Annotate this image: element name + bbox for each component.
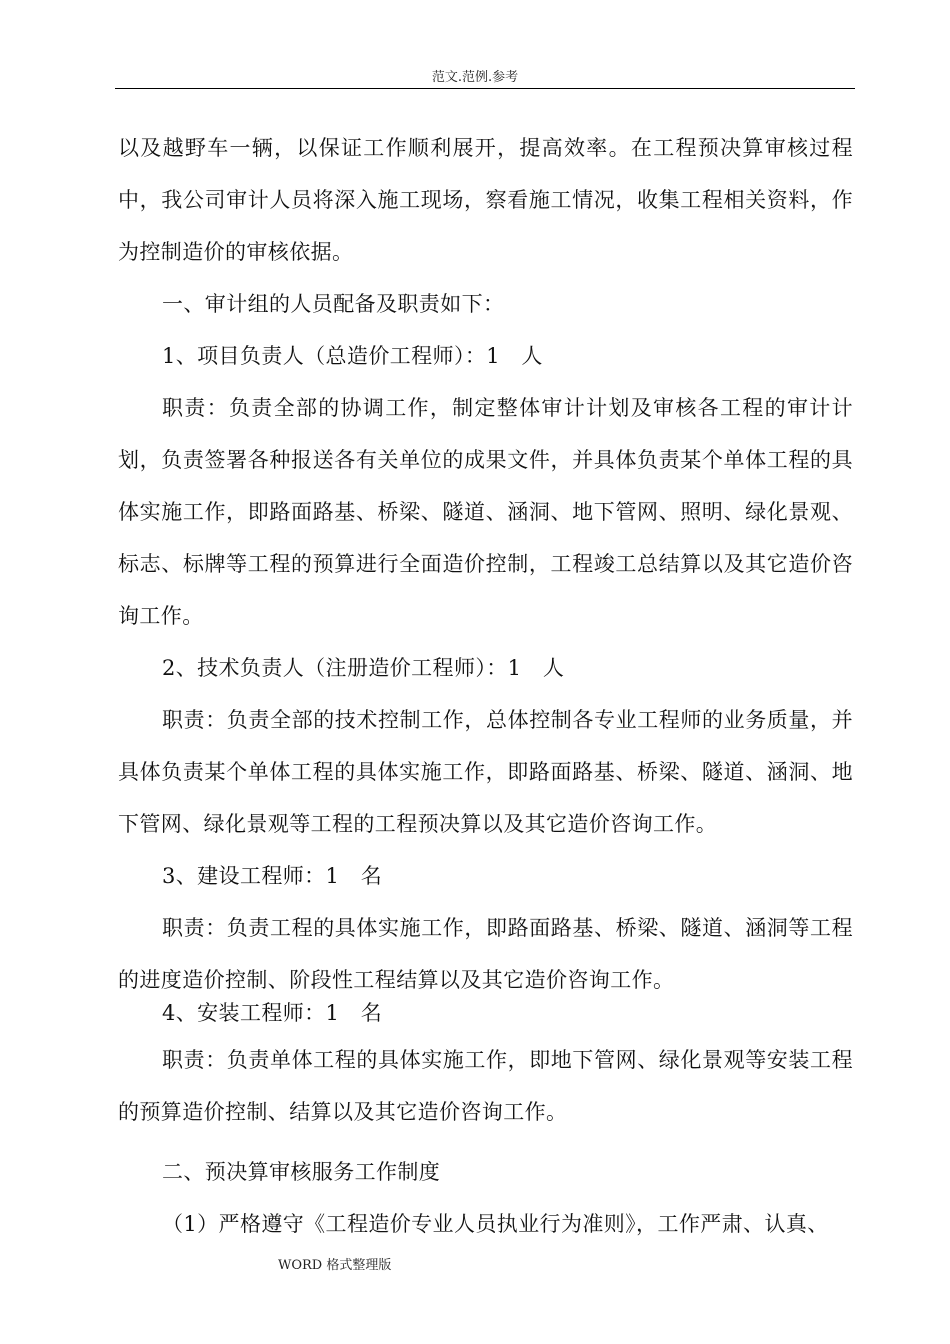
- paragraph-intro-continued: 以及越野车一辆，以保证工作顺利展开，提高效率。在工程预决算审核过程中，我公司审计人员将深入施工现场，察看施工情况，收集工程相关资料，作为控制造价的审核依据。: [118, 136, 853, 264]
- role-project-lead: 1、项目负责人（总造价工程师）：1 人: [162, 344, 543, 368]
- role-installation-engineer: 4、安装工程师：1 名: [162, 1001, 383, 1025]
- page-header: 范文.范例.参考: [431, 70, 519, 85]
- page-footer: WORD 格式整理版: [278, 1258, 392, 1273]
- duty-project-lead: 职责：负责全部的协调工作，制定整体审计计划及审核各工程的审计计划，负责签署各种报送各有关单位的成果文件，并具体负责某个单体工程的具体实施工作，即路面路基、桥梁、隧道、涵洞、地下管网、照明、绿化景观、标志、标牌等工程的预算进行全面造价控制，工程竣工总结算以及其它造价咨询工作。: [118, 396, 853, 628]
- document-body: [118, 122, 853, 1250]
- role-construction-engineer: 3、建设工程师：1 名: [162, 864, 383, 888]
- rule-item-1: （1）严格遵守《工程造价专业人员执业行为准则》，工作严肃、认真、: [162, 1212, 829, 1236]
- section-heading-work-rules: 二、预决算审核服务工作制度: [162, 1160, 441, 1184]
- duty-technical-lead: 职责：负责全部的技术控制工作，总体控制各专业工程师的业务质量，并具体负责某个单体工程的具体实施工作，即路面路基、桥梁、隧道、涵洞、地下管网、绿化景观等工程的工程预决算以及其它造价咨询工作。: [118, 708, 853, 836]
- role-technical-lead: 2、技术负责人（注册造价工程师）：1 人: [162, 656, 565, 680]
- duty-construction-engineer: 职责：负责工程的具体实施工作，即路面路基、桥梁、隧道、涵洞等工程的进度造价控制、阶段性工程结算以及其它造价咨询工作。: [118, 916, 853, 992]
- section-heading-staffing: 一、审计组的人员配备及职责如下：: [162, 292, 505, 316]
- duty-installation-engineer: 职责：负责单体工程的具体实施工作，即地下管网、绿化景观等安装工程的预算造价控制、结算以及其它造价咨询工作。: [118, 1048, 853, 1124]
- header-rule: [115, 88, 855, 89]
